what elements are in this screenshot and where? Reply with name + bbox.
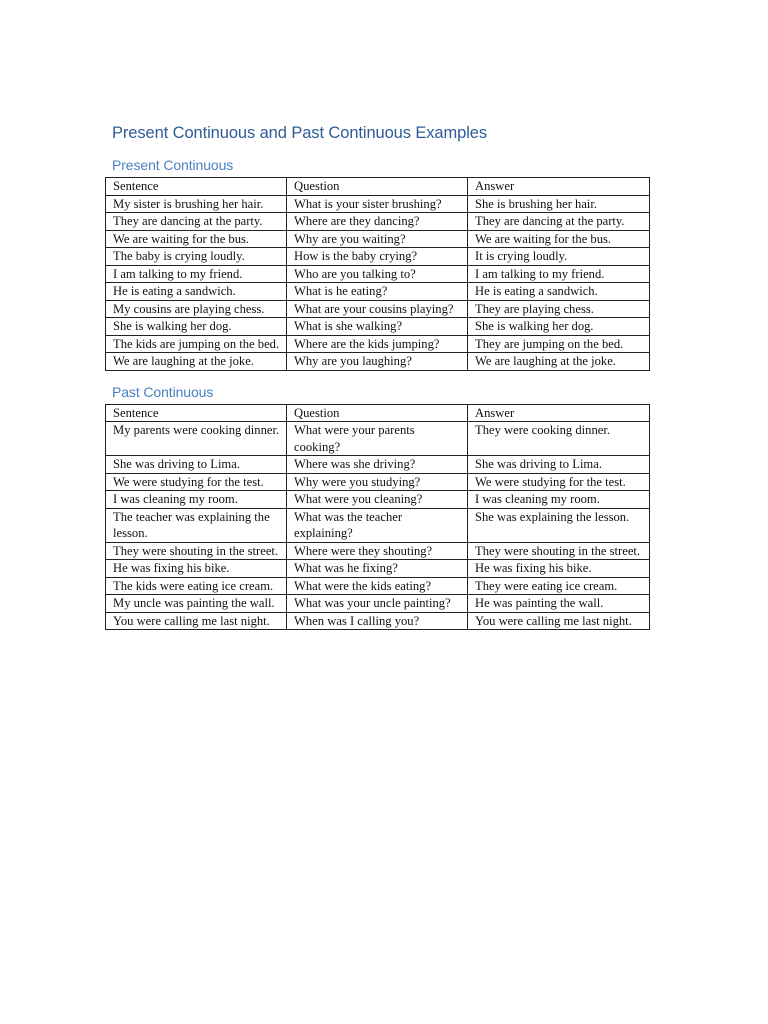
sentence-cell: You were calling me last night. [106, 612, 287, 630]
table-row [106, 456, 650, 474]
present-continuous-table [105, 177, 650, 371]
sentence-cell: They were shouting in the street. [106, 542, 287, 560]
answer-cell: They are playing chess. [468, 300, 650, 318]
table-row [106, 422, 650, 456]
document-title: Present Continuous and Past Continuous Examples [112, 124, 488, 142]
answer-cell: We are laughing at the joke. [468, 353, 650, 371]
sentence-cell: The baby is crying loudly. [106, 248, 287, 266]
answer-cell: She is brushing her hair. [468, 195, 650, 213]
answer-cell: They are jumping on the bed. [468, 335, 650, 353]
sentence-cell: My uncle was painting the wall. [106, 595, 287, 613]
past-continuous-table [105, 404, 650, 631]
table-row [106, 335, 650, 353]
answer-cell: He was fixing his bike. [468, 560, 650, 578]
sentence-cell: I was cleaning my room. [106, 491, 287, 509]
answer-cell: I was cleaning my room. [468, 491, 650, 509]
question-cell: Who are you talking to? [287, 265, 468, 283]
answer-cell: They are dancing at the party. [468, 213, 650, 231]
sentence-cell: He is eating a sandwich. [106, 283, 287, 301]
table-row [106, 230, 650, 248]
table-header-row [106, 178, 650, 196]
sentence-cell: We were studying for the test. [106, 473, 287, 491]
answer-cell: He is eating a sandwich. [468, 283, 650, 301]
table-row [106, 265, 650, 283]
document-page [105, 124, 649, 630]
answer-cell: I am talking to my friend. [468, 265, 650, 283]
question-cell: What was your uncle painting? [287, 595, 468, 613]
question-cell: What was the teacher explaining? [287, 508, 468, 542]
sentence-cell: She is walking her dog. [106, 318, 287, 336]
question-cell: When was I calling you? [287, 612, 468, 630]
question-cell: Why were you studying? [287, 473, 468, 491]
answer-cell: She was driving to Lima. [468, 456, 650, 474]
question-cell: Where were they shouting? [287, 542, 468, 560]
table-row [106, 283, 650, 301]
sentence-cell: The kids were eating ice cream. [106, 577, 287, 595]
table-row [106, 195, 650, 213]
sentence-cell: My parents were cooking dinner. [106, 422, 287, 456]
column-header-answer: Answer [468, 178, 650, 196]
question-cell: What were you cleaning? [287, 491, 468, 509]
question-cell: What is she walking? [287, 318, 468, 336]
sentence-cell: He was fixing his bike. [106, 560, 287, 578]
question-cell: Why are you waiting? [287, 230, 468, 248]
question-cell: What were your parents cooking? [287, 422, 468, 456]
table-row [106, 473, 650, 491]
question-cell: Where are the kids jumping? [287, 335, 468, 353]
table-row [106, 248, 650, 266]
question-cell: Why are you laughing? [287, 353, 468, 371]
answer-cell: We are waiting for the bus. [468, 230, 650, 248]
column-header-sentence: Sentence [106, 178, 287, 196]
answer-cell: She is walking her dog. [468, 318, 650, 336]
sentence-cell: My sister is brushing her hair. [106, 195, 287, 213]
answer-cell: They were cooking dinner. [468, 422, 650, 456]
table-row [106, 577, 650, 595]
table-row [106, 595, 650, 613]
answer-cell: They were eating ice cream. [468, 577, 650, 595]
answer-cell: He was painting the wall. [468, 595, 650, 613]
sentence-cell: My cousins are playing chess. [106, 300, 287, 318]
answer-cell: They were shouting in the street. [468, 542, 650, 560]
table-row [106, 300, 650, 318]
sentence-cell: We are laughing at the joke. [106, 353, 287, 371]
sentence-cell: They are dancing at the party. [106, 213, 287, 231]
sentence-cell: The teacher was explaining the lesson. [106, 508, 287, 542]
table-row [106, 318, 650, 336]
question-cell: Where are they dancing? [287, 213, 468, 231]
table-header-row [106, 404, 650, 422]
question-cell: What is he eating? [287, 283, 468, 301]
column-header-question: Question [287, 178, 468, 196]
question-cell: What were the kids eating? [287, 577, 468, 595]
question-cell: What is your sister brushing? [287, 195, 468, 213]
question-cell: Where was she driving? [287, 456, 468, 474]
past-continuous-heading: Past Continuous [112, 383, 214, 400]
column-header-sentence: Sentence [106, 404, 287, 422]
sentence-cell: The kids are jumping on the bed. [106, 335, 287, 353]
answer-cell: It is crying loudly. [468, 248, 650, 266]
answer-cell: She was explaining the lesson. [468, 508, 650, 542]
sentence-cell: We are waiting for the bus. [106, 230, 287, 248]
question-cell: How is the baby crying? [287, 248, 468, 266]
table-row [106, 353, 650, 371]
present-continuous-heading: Present Continuous [112, 157, 234, 173]
table-row [106, 542, 650, 560]
answer-cell: We were studying for the test. [468, 473, 650, 491]
table-row [106, 560, 650, 578]
table-row [106, 508, 650, 542]
table-row [106, 213, 650, 231]
table-row [106, 612, 650, 630]
sentence-cell: She was driving to Lima. [106, 456, 287, 474]
table-row [106, 491, 650, 509]
question-cell: What are your cousins playing? [287, 300, 468, 318]
column-header-answer: Answer [468, 404, 650, 422]
column-header-question: Question [287, 404, 468, 422]
question-cell: What was he fixing? [287, 560, 468, 578]
answer-cell: You were calling me last night. [468, 612, 650, 630]
sentence-cell: I am talking to my friend. [106, 265, 287, 283]
